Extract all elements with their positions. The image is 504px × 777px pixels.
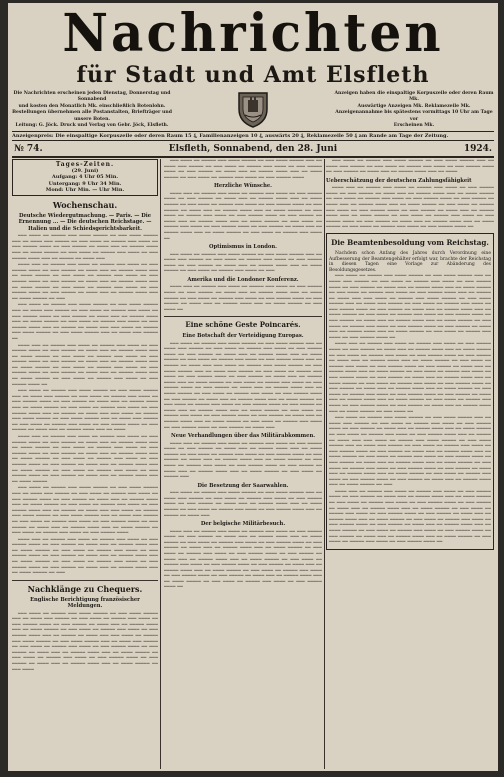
masthead bbox=[8, 5, 498, 65]
section-subtitle: Deutsche Wiedergutmachung. — Paris. — Die Ernennung ... — Die deutschen Reichstage. — Italien und die Schiedsgerichtsbarkeit. bbox=[18, 213, 152, 232]
column-3 bbox=[326, 159, 494, 769]
section-title: Die Beamtenbesoldung vom Reichstag. bbox=[331, 237, 489, 247]
section-title: Eine schöne Geste Poincarés. bbox=[185, 320, 301, 330]
article-body: ════ ═══ ══ ═════ ═══ ════ ══ ═════ ═══ ════ ══ ═══ ═════ ════ ══ ═══ ═════ ══ ════ ═══ ══ ═════ ════ ═══ ══ ════ ═════ ══ ═══ ════ ══ ═════ ═══ ════ ══ ═══ ═════ ════ ══ ═══ ═════ ══ ════ ═══ ══ ═════ ════ ═══ ══ ════ ═════ ══ ═══ ════ ══ ═════ ═══ ════ ══ ═══ ═════ ════ ══ ═══ ═════ ══ ════ ═══ ══ ═════ ════ ═══ ══ ════ ═════ ══ ═══ ════ ══ ═════ ═══ ════ ══ ═══ ═════ ════ ══ ═══ ═════ ══ ════ ═══ ══ ═════ ════ ═══ ══ ════ ═════ ══ ═══ ════ ══ ═════ ═══ ════ ══ ═══ ═════ ════ ══ ═══ ═════ ══ ════ ═══ ══ ═════ ════ ═══ ══ ════ ═════ ══ ═══ ════ ══ ═════ ═══ ════ ══ ═══ ═════ ════ ══ bbox=[164, 529, 322, 591]
info-line: Bestellungen übernehmen alle Postanstalten, Briefträger und unsere Boten. bbox=[12, 110, 172, 122]
newspaper-title: Nachrichten bbox=[62, 3, 444, 64]
article-body: ═══ ════ ══ ═════ ═══ ════ ═════ ══ ═══ ════ ═════ ═══ ══ ════ ═══ ═════ ══ ═══ ════ ══ ═════ ═══ ════ ══ ═══ ═════ ════ ══ ═══ ═════ ══ ════ ═══ ══ ═════ ════ ═══ ══ ════ ═════ ══ ═══ ════ ══ ═════ ═══ ════ ══ ═══ bbox=[164, 252, 322, 275]
column-1 bbox=[12, 159, 158, 769]
box-line: (29. Juni) bbox=[71, 168, 99, 175]
column-divider bbox=[324, 159, 325, 769]
column-2 bbox=[164, 159, 322, 769]
article-body: ════ ═══ ══ ═════ ═══ ════ ══ ═════ ═══ ════ ══ ═══ ═════ ════ ══ ═══ ═════ ══ ════ ═══ ══ ═════ ════ ═══ ══ ════ ═════ ══ ═══ ════ ══ ═════ ═══ ════ ══ ═══ ═════ ════ ══ ═══ ═════ ══ ════ ═══ ══ ═════ ════ ═══ ══ ════ ═════ ══ ═══ ════ ══ ═════ ═══ ════ ══ ═══ ═════ ════ ══ ═══ ═════ ══ ════ ═══ ══ ═════ ════ ═══ ══ ════ ═════ ══ ═══ ════ ══ ═════ ═══ ════ ══ ═══ ═════ ════ ══ ═══ ═════ ══ ════ ═══ ══ ═════ ════ ═══ ══ ════ ═════ ══ ═══ ════ ══ ═════ ═══ ════ ══ bbox=[164, 191, 322, 242]
issue-number: № 74. bbox=[14, 144, 43, 154]
divider bbox=[12, 140, 494, 141]
info-line: Erscheinen Mk. bbox=[393, 123, 435, 129]
article-body: ═══ ════ ══ ═════ ═══ ════ ═════ ══ ═══ ════ ═════ ═══ ══ ════ ═══ ═════ ══ ═══ ════ ══ ═════ ═══ ════ ══ ═══ ═════ ════ ══ ═══ ═════ ══ ════ ═══ ══ ═════ ════ ═══ ══ ════ ═════ ══ ═══ ════ ══ ═════ ═══ ════ ══ ═══ ═════ ════ ═══ ══ ═════ ══ ════ ═══ ═══ ════ ══ ═════ ═══ ════ ═════ ══ ═══ ════ ═════ ═══ ══ ════ ═══ ═════ ══ ═══ ════ ══ ═════ ═══ ════ ══ ═══ ═════ ════ ══ ═══ ═════ ══ ════ ═══ ══ ═════ ════ ═══ ══ ════ ═════ ══ ═══ ════ ══ ═════ ═══ ════ ══ ═══ ═════ ════ ══ ═══ ═════ ══ ════ ═══ ══ ═════ ════ ═══ ══ ════ ═════ ══ ═══ ════ ══ ═════ ═══ ════ ══ ═══ ═════ ════ ══ ═══ ═════ ══ ════ ═══ ══ ═════ ════ ═══ ══ ════ ═════ ══ ═══ ════ ══ ═════ ═══ ════ ══ ═══ ═════ ════ ══ ═══ ═════ ══ ════ ═══ ══ ═════ ════ ═══ ══ ════ ═════ ══ ═══ ════ ══ ═════ ═══ ════ ══ ═══ ═════ ════ ══ ═══ ═════ ══ ════ ═══ ══ ═════ ════ ═══ ══ ════ ═════ ══ ═══ ════ ══ ═════ ═══ ════ ══ ═══ ═════ ════ ══ ═══ ═════ ══ ════ ═══ bbox=[164, 341, 322, 431]
ad-price-line: Anzeigenpreis: Die einspaltige Korpuszeile oder deren Raum 15 ₰, Familienanzeigen 10 ₰, auswärts 20 ₰, Reklamezeile 50 ₰ am Rande am Tage der Zeitung. bbox=[12, 133, 449, 139]
newspaper-subtitle: für Stadt und Amt Elsfleth bbox=[76, 62, 430, 88]
advertising-info bbox=[334, 91, 494, 129]
issue-date: Elsfleth, Sonnabend, den 28. Juni bbox=[168, 144, 338, 154]
article-body: ════ ═══ ══ ═════ ═══ ════ ══ ═════ ═══ ════ ══ ═══ ═════ ════ ══ ═══ ═════ ══ ════ ═══ ══ ═════ ════ ═══ ══ ════ ═════ ══ ═══ ════ ══ ═════ ═══ ════ ══ ═══ ═════ ════ ══ ═══ ═════ ══ ════ ═══ ══ ═════ ════ ═══ ══ ════ ═════ ══ ═══ ════ ══ ═════ ═══ ════ ══ ═══ ═════ ════ ══ ═══ ═════ ══ ════ ═══ ══ ═════ ════ ═══ ══ ════ ═════ ══ ═══ ════ ══ ═════ ═══ ════ ══ ═══ ═════ ════ ══ ═══ ═════ ══ ════ ═══ ══ ═════ ════ ═══ ══ ════ ═════ ══ ═══ ════ ══ ═════ ═══ ════ ══ ═══ ═════ ════ ══ bbox=[326, 186, 494, 231]
article-heading: Amerika und die Londoner Konferenz. bbox=[187, 276, 299, 283]
divider bbox=[164, 316, 322, 317]
box-line: Untergang: 9 Uhr 34 Min. bbox=[48, 180, 122, 187]
section-title: Nachklänge zu Chequers. bbox=[27, 583, 143, 594]
article-heading: Die Besetzung der Saarwahlen. bbox=[197, 482, 289, 489]
boxed-article bbox=[326, 233, 494, 550]
subscription-info bbox=[12, 91, 172, 129]
divider bbox=[12, 131, 494, 132]
article-heading: Optimismus in London. bbox=[209, 244, 277, 251]
info-line: Leitung: G. Jöck. Druck und Verlag von Gebr. Jöck, Elsfleth. bbox=[15, 123, 169, 129]
box-line: Aufgang: 4 Uhr 05 Min. bbox=[51, 174, 119, 181]
section-title: Wochenschau. bbox=[52, 200, 118, 211]
article-body: ════ ═══ ══ ═════ ═══ ════ ══ ═════ ═══ ════ ══ ═══ ═════ ════ ══ ═══ ═════ ══ ════ ═══ ══ ═════ ════ ═══ ══ ════ ═════ ══ ═══ ════ ══ ═════ ═══ ════ ══ ═══ ═════ ════ ══ ═══ ═════ ══ ════ ═══ ══ ═════ ════ ═══ ══ ════ ═════ ══ ═══ ════ ══ ═════ ═══ ════ ══ ═══ ═════ ════ ══ ═══ ═════ ══ ════ ═══ ══ ═════ ════ ═══ ══ ════ ═════ ══ ═══ ════ ══ ═════ ═══ bbox=[164, 441, 322, 481]
divider bbox=[12, 580, 158, 581]
article-heading: Herzliche Wünsche. bbox=[214, 183, 272, 190]
coat-of-arms-icon bbox=[234, 89, 272, 129]
article-body: ═══ ════ ══ ═════ ═══ ════ ═════ ══ ═══ ════ ═════ ═══ ══ ════ ═══ ═════ ══ ═══ ════ ══ ═════ ═══ ════ ══ ═══ ═════ ════ ══ ═══ ═════ ══ ════ ═══ ══ ═════ ════ ═══ ══ ════ ═════ ══ ═══ ════ ══ ═════ ═══ ════ ══ ═══ ═════ ════ ═══ ══ ═════ ══ ════ ═══ ═══ ════ ══ ═════ ═══ ════ ═════ ══ ═══ ════ ═════ ═══ ══ ════ ═══ ═════ ══ ═══ ════ ══ ═════ ═══ ════ ══ ═══ ═════ ════ ══ ═══ ═════ ══ ════ ═══ ══ ═════ ════ ═══ ══ ════ ═════ ══ ═══ ════ ══ ═════ ═══ ════ ══ ═══ ═════ ════ ══ ═══ ═════ ══ ════ ═══ ══ ═════ ════ ═══ ══ ════ ═════ ══ ═══ ════ ══ ═════ ═══ ════ ══ ═══ ═════ ════ ══ ═══ ═════ ══ ════ ═══ ══ ═════ ════ ═══ ══ ════ ═════ ══ ═══ ════ ══ ═════ ═══ ════ ══ ═══ ═════ ════ ══ ════ ═══ ══ ═════ ═══ ════ ══ ═════ ═══ ════ ══ ═══ ═════ ════ ══ ═══ ═════ ══ ════ ═══ ══ ═════ ════ ═══ ══ ════ ═════ ══ ═══ ════ ══ ═════ ═══ ════ ══ ═══ ═════ ════ ══ ═══ ═════ ══ ════ ═══ ══ ═════ ════ ═══ ══ ════ ═════ ══ ═══ ════ ══ ═════ ═══ ════ ══ ═══ ═════ ════ ══ ═══ ═════ ══ ════ ═══ ══ ═════ ════ ═══ ══ ════ ═════ ══ ═══ ════ ══ ═════ ═══ ════ ══ ═══ ═════ ════ ══ ═══ ═════ ══ ════ ═══ ══ ═════ ════ ═══ ══ ════ ═════ ══ ═══ ════ ══ ═════ ═══ ════ ══ ═══ ═════ ════ ══ ═══ ═════ ══ ════ ═══ ══ ═════ ════ ═══ ══ ════ ═════ ══ ═══ ════ ══ ═════ ═══ ════ ══ ═══ ═════ ════ ══ ═══ ═════ ══ ════ ═══ ══ ═════ ════ ═══ ══ ════ ═════ ══ ═══ ════ ══ ═════ ═══ ════ ══ ═══ ═════ ════ ══ ═══ ═════ ══ ════ ═══ ══ ═════ ════ ═══ ══ ════ ═════ ══ ═══ ════ ══ ═══ ════ ══ ═════ ═══ ════ ═════ ══ ═══ ════ ═════ ═══ ══ ════ ═══ ═════ ══ ═══ ════ ══ ═════ ═══ ════ ══ ═══ ═════ ════ ══ ═══ ═════ ══ ════ ═══ ══ ═════ ════ ═══ ══ ════ ═════ ══ ═══ ════ ══ ═════ ═══ ════ ══ ═══ ═════ ════ ═══ ══ ═════ ══ ════ ═══ ═══ ════ ══ ═════ ═══ ════ ═════ ══ ═══ ════ ═════ ═══ ══ ════ ═══ ═════ ══ ═══ ════ ══ ═════ ═══ ════ ══ ═══ ═════ ════ ══ ═══ ═════ ══ ════ ═══ ══ ═════ ════ ═══ ══ ════ ═════ ══ ═══ ════ ══ ═════ ═══ ════ ══ ═══ ═════ ════ ══ ═══ ═════ ══ ════ ═══ ══ ═════ ════ ═══ ══ ════ ═════ ══ ═══ ════ ══ ═════ ═══ ════ ══ ═══ ═════ ════ ══ ═══ ═════ ══ ════ ═══ ══ ═════ ════ ═══ ══ ════ ═════ ══ ═══ ════ ══ ═════ ═══ ════ ══ ═══ ═════ ════ ══ ═══ ═════ ══ ════ ═══ ══ ═════ ════ ═══ ══ ════ ═════ ══ ═══ ════ ═══ ══ ═════ ═══ ════ ══ ═════ ═══ ════ ══ ═══ ═════ ════ ══ ═══ ═════ ══ ════ ═══ ══ ═════ ════ ═══ ══ ════ ═════ ══ ═══ ════ ══ ═════ ═══ ════ ══ ═══ ═════ ════ ══ ═══ ═════ ══ ════ ═══ ══ ═════ ════ ═══ ══ ════ ═════ ══ ═══ ════ ══ ═════ ═══ ════ ══ ═══ ═════ ════ ══ ═══ ═════ ══ ════ ═══ ══ ═════ ════ ═══ ══ ════ ═════ ══ ═══ ════ ══ ═════ ═══ ════ ══ ═══ ═════ ════ ══ ═══ ═════ ══ ════ ═══ ══ ═════ ════ ═══ ══ ════ ═════ ══ ═══ ════ ══ ═════ ═══ ════ ══ ═══ ═════ ════ ══ ═══ ═════ ══ ════ ═══ ══ ═════ ════ ═══ ══ ════ ═════ ══ ═══ ════ ══ ═════ ═══ ════ ══ ═══ ═════ ════ ══ bbox=[329, 274, 491, 546]
section-subtitle: Englische Berichtigung französischer Meldungen. bbox=[30, 596, 140, 610]
article-body: ═══ ════ ══ ═════ ═══ ════ ═════ ══ ═══ ════ ═════ ═══ ══ ════ ═══ ═════ ══ ═══ ════ ══ ═════ ═══ ════ ══ ═══ ═════ ════ ══ ═══ ═════ ══ ════ ═══ ══ ═════ ════ ═══ ══ ════ bbox=[326, 159, 494, 176]
info-line: Auswärtige Anzeigen Mk. Reklamezeile Mk. bbox=[357, 103, 471, 109]
article-body: ════ ═══ ══ ═════ ═══ ════ ══ ═════ ═══ ════ ══ ═══ ═════ ════ ══ ═══ ═════ ══ ════ ═══ ══ ═════ ════ ═══ ══ ════ ═════ ══ ═══ ════ ══ ═════ ═══ ════ ══ ═══ ═════ ════ ══ ═══ ═════ ══ ════ ═══ ══ ═════ ════ ═══ ══ ════ ═════ ══ ═══ ════ ══ bbox=[164, 285, 322, 313]
article-heading: Der belgische Militärbesuch. bbox=[200, 521, 286, 528]
issue-year: 1924. bbox=[463, 144, 492, 154]
article-heading: Neue Verhandlungen über das Militärabkommen. bbox=[170, 433, 316, 440]
article-body: ═══ ════ ══ ═════ ═══ ════ ═════ ══ ═══ ════ ═════ ═══ ══ ════ ═══ ═════ ══ ═══ ════ ══ ═════ ═══ ════ ══ ═══ ═════ ════ ══ ═══ ═════ ══ ════ ═══ ══ ═════ ════ ═══ ══ ════ ═════ ══ ═══ ════ ══ ═════ ═══ ════ ══ ═══ ═════ ════ bbox=[164, 159, 322, 181]
info-line: und kosten den Monatlich Mk. einschließlich Botenlohn. bbox=[18, 103, 166, 109]
article-lead: Nachdem schon Anfang des Jahres durch Verordnung eine Aufbesserung der Beamtengehälter erfolgt war, brachte der Reichstag in diesen Tagen eine Vorlage zur Abänderung des Besoldungsgesetzes. bbox=[329, 250, 491, 273]
box-title: Tages-Zeiten. bbox=[55, 161, 115, 168]
article-heading: Eine Botschaft der Verteidigung Europas. bbox=[182, 333, 304, 340]
column-divider bbox=[160, 159, 161, 769]
article-heading: Ueberschätzung der deutschen Zahlungsfähigkeit bbox=[326, 177, 472, 184]
divider bbox=[12, 156, 494, 158]
article-body: ═══ ════ ══ ═════ ═══ ════ ═════ ══ ═══ ════ ═════ ═══ ══ ════ ═══ ═════ ══ ═══ ════ ══ ═════ ═══ ════ ══ ═══ ═════ ════ ══ ═══ ═════ ══ ════ ═══ ══ ═════ ════ ═══ ══ ════ ═════ ══ ═══ ════ ══ ═════ ═══ ════ ══ ═══ ═════ ════ ═══ ══ ═════ ══ ════ ═══ ═══ ════ ══ ═════ ═══ ════ ═════ ══ ═══ ════ ═════ ═══ ══ ════ ═══ ═════ ══ ═══ ════ ══ ═════ ═══ ════ ══ ═══ ═════ ════ ══ ═══ ═════ ══ ════ ═══ ══ ═════ ════ ═══ ══ ════ ═════ ══ ═══ ════ ══ ═════ ═══ ════ ══ ═══ ═════ ════ ══ ═══ ═════ ══ ════ ═══ ══ ═════ ════ ═══ ══ ════ ═════ ══ ═══ ════ bbox=[12, 611, 158, 673]
info-line: Die Nachrichten erscheinen jeden Dienstag, Donnerstag und Sonnabend bbox=[13, 91, 171, 103]
info-line: Anzeigen haben die einspaltige Korpuszeile oder deren Raum Mk. bbox=[334, 91, 494, 103]
article-body: ═══ ════ ══ ═════ ═══ ════ ═════ ══ ═══ ════ ═════ ═══ ══ ════ ═══ ═════ ══ ═══ ════ ══ ═════ ═══ ════ ══ ═══ ═════ ════ ══ ═══ ═════ ══ ════ ═══ ══ ═════ ════ ═══ ══ ════ ═════ ══ ═══ ════ ══ ═════ ═══ ════ ══ ═══ ═════ ════ ═══ ══ ═════ ══ ════ ═══ bbox=[164, 491, 322, 519]
box-line: Mond: Uhr Min. — Uhr Min. bbox=[45, 186, 125, 193]
info-line: Anzeigenannahme bis spätestens vormittags 10 Uhr am Tage vor bbox=[335, 110, 493, 122]
issue-bar bbox=[12, 142, 494, 156]
article-body: ═══ ════ ══ ═════ ═══ ════ ═════ ══ ═══ ════ ═════ ═══ ══ ════ ═══ ═════ ══ ═══ ════ ══ ═════ ═══ ════ ══ ═══ ═════ ════ ══ ═══ ═════ ══ ════ ═══ ══ ═════ ════ ═══ ══ ════ ═════ ══ ═══ ════ ══ ═════ ═══ ════ ══ ═══ ═════ ════ ═══ ══ ═════ ══ ════ ═══ ════ ═══ ══ ═════ ═══ ════ ══ ═════ ═══ ════ ══ ═══ ═════ ════ ══ ═══ ═════ ══ ════ ═══ ══ ═════ ════ ═══ ══ ════ ═════ ══ ═══ ════ ══ ═════ ═══ ════ ══ ═══ ═════ ════ ══ ═══ ═════ ══ ════ ═══ ══ ═════ ════ ═══ ══ ════ ═════ ══ ═══ ════ ══ ═════ ═══ ════ ══ ═══ ═════ ════ ══ ═══ ═════ ══ ════ ═══ ══ ═════ ════ ═══ ══ ════ ═════ ══ ═══ ═══ ════ ══ ═════ ═══ ════ ═════ ══ ═══ ════ ═════ ═══ ══ ════ ═══ ═════ ══ ═══ ════ ══ ═════ ═══ ════ ══ ═══ ═════ ════ ══ ═══ ═════ ══ ════ ═══ ══ ═════ ════ ═══ ══ ════ ═════ ══ ═══ ════ ══ ═════ ═══ ════ ══ ═══ ═════ ════ ═══ ══ ═════ ══ ════ ═══ ═══ ════ ══ ═════ ═══ ════ ═════ ══ ═══ ════ ═════ ═══ ══ ════ ═══ ═════ ══ ════ ═══ ══ ═════ ═══ ════ ══ ═════ ═══ ════ ══ ═══ ═════ ════ ══ ═══ ═════ ══ ════ ═══ ══ ═════ ════ ═══ ══ ════ ═════ ══ ═══ ════ ══ ═════ ═══ ════ ══ ═══ ═════ ════ ══ ═══ ═════ ══ ════ ═══ ══ ═════ ════ ═══ ══ ════ ═════ ══ ═══ ════ ══ ═════ ═══ ════ ══ ═══ ═════ ════ ══ ═══ ═════ ══ ════ ═══ ══ ═════ ════ ═══ ══ ════ ═════ ══ ═══ ════ ══ ═════ ═══ ════ ══ ═══ ═════ ════ ══ ═══ ════ ══ ═════ ═══ ════ ═════ ══ ═══ ════ ═════ ═══ ══ ════ ═══ ═════ ══ ═══ ════ ══ ═════ ═══ ════ ══ ═══ ═════ ════ ══ ═══ ═════ ══ ════ ═══ ══ ═════ ════ ═══ ══ ════ ═════ ══ ═══ ════ ══ ═════ ═══ ════ ══ ═══ ═════ ════ ═══ ══ ═════ ══ ════ ═══ ═══ ════ ══ ═════ ═══ ════ ═════ ══ ═══ ════ ═════ ═══ ══ ════ ═══ ═════ ══ ═══ ════ ══ ═════ ═══ ════ ══ ═══ ═════ ════ ══ ═══ ═════ ══ ════ ═══ ══ ═════ ════ ═══ ══ ════ ════ ═══ ══ ═════ ═══ ════ ══ ═════ ═══ ════ ══ ═══ ═════ ════ ══ ═══ ═════ ══ ════ ═══ ══ ═════ ════ ═══ ══ ════ ═════ ══ ═══ ════ ══ ═════ ═══ ════ ══ ═══ ═════ ════ ══ ═══ ═════ ══ ════ ═══ ══ ═════ ════ ═══ ══ ════ ═════ ══ ═══ ════ ══ ═════ ═══ ════ ══ ═══ ═════ ════ ══ ═══ ═════ ══ ════ ═══ ══ ═════ ════ ═══ ══ ════ ═════ ══ ═══ ════ ══ ═════ ═══ ════ ══ ═══ ═════ ════ ══ ═══ ═════ ══ ════ ═══ ══ ═════ ════ ═══ ══ ════ ═════ ═══ ════ ══ ═════ ═══ ════ ═════ ══ ═══ ════ ═════ ═══ ══ ════ ═══ ═════ ══ ═══ ════ ══ ═════ ═══ ════ ══ ═══ ═════ ════ ══ ═══ ═════ ══ ════ ═══ ══ ═════ ════ ═══ ══ ════ ═════ ══ ═══ ════ ══ ═════ ═══ ════ ══ ═══ ═════ ════ ═══ ══ ═════ ══ ════ ═══ ═══ ════ ══ ═════ ═══ ════ ═════ ══ ═══ ════ ═════ ═══ ══ ════ ═══ ═════ ══ ═══ ════ ══ ═════ ═══ ════ ══ ═══ ═════ ════ ══ ═══ ═════ ══ ════ ═══ ══ ═════ ════ ═══ ══ ════ ═════ ══ ═══ ════ ══ ═════ ═══ ════ ══ ═══ ═════ ════ ════ ═══ ══ ═════ ═══ ════ ══ ═════ ═══ ════ ══ ═══ ═════ ════ ══ ═══ ═════ ══ ════ ═══ ══ ═════ ════ ═══ ══ ════ ═════ ══ ═══ ════ ══ ═════ ═══ ════ ══ ═══ ═════ ════ ══ ═══ ═════ ══ ════ ═══ ══ ═════ ════ ═══ ══ ════ ═════ ══ ═══ ════ ══ ═════ ═══ ════ ══ ═══ ═════ ════ ══ ═══ ═════ ══ ════ ═══ ══ ═════ ════ ═══ ══ ════ ═════ ══ ═══ bbox=[12, 234, 158, 577]
daily-times-box bbox=[12, 159, 158, 196]
newspaper-page bbox=[8, 3, 498, 771]
